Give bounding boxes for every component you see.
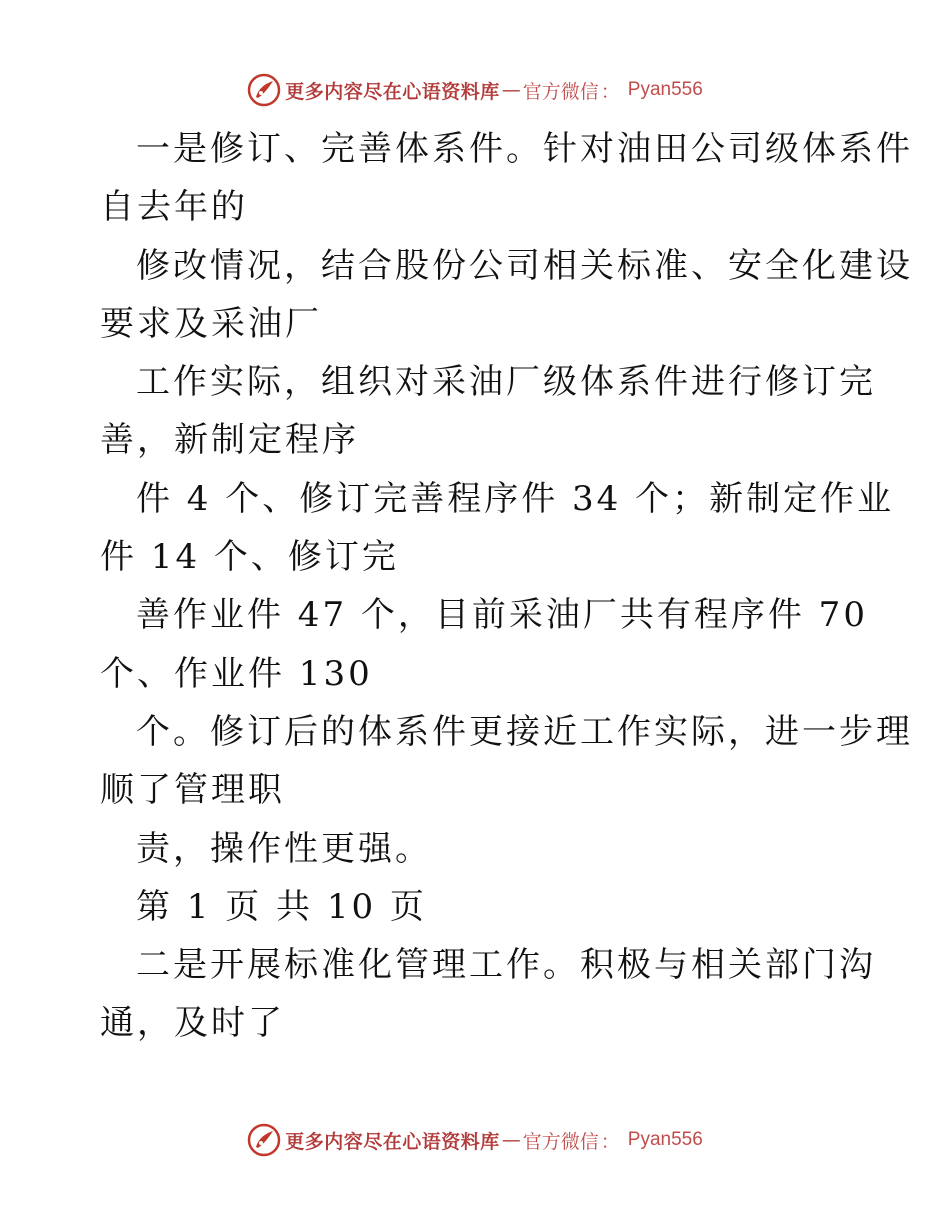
text-line: 一是修订、完善体系件。针对油田公司级体系件 xyxy=(136,129,913,169)
text-line: 通，及时了 xyxy=(100,1003,285,1044)
text-line: 二是开展标准化管理工作。积极与相关部门沟 xyxy=(136,945,876,986)
document-body xyxy=(100,120,913,1053)
wechat-id: Pyan556 xyxy=(627,1129,703,1150)
logo-icon xyxy=(247,1123,281,1157)
wechat-separator: ： xyxy=(600,80,620,103)
wechat-label: 官方微信 xyxy=(522,80,599,103)
wechat-id: Pyan556 xyxy=(627,79,703,100)
text-line: 修改情况，结合股份公司相关标准、安全化建设 xyxy=(136,245,913,286)
text-line: 责，操作性更强。 xyxy=(136,828,432,869)
text-line: 工作实际，组织对采油厂级体系件进行修订完 xyxy=(136,362,876,403)
wechat-label: 官方微信 xyxy=(522,1130,599,1153)
text-line: 件 4 个、修订完善程序件 34 个；新制定作业 xyxy=(136,478,895,519)
text-line: 顺了管理职 xyxy=(100,770,285,811)
page-number: 第 1 页 共 10 页 xyxy=(136,886,427,927)
text-line: 要求及采油厂 xyxy=(100,303,322,344)
footer-banner xyxy=(0,1120,950,1160)
text-line: 个、作业件 130 xyxy=(100,653,373,694)
header-banner xyxy=(0,70,950,110)
wechat-separator: ： xyxy=(600,1130,620,1153)
promo-text: 更多内容尽在心语资料库 xyxy=(285,1130,500,1153)
text-line: 自去年的 xyxy=(100,187,248,228)
promo-dash: — xyxy=(501,1129,521,1151)
promo-text: 更多内容尽在心语资料库 xyxy=(285,80,500,103)
text-line: 善作业件 47 个，目前采油厂共有程序件 70 xyxy=(136,595,868,636)
promo-dash: — xyxy=(501,79,521,101)
text-line: 善，新制定程序 xyxy=(100,420,359,461)
text-line: 件 14 个、修订完 xyxy=(100,537,399,578)
logo-icon xyxy=(247,73,281,107)
text-line: 个。修订后的体系件更接近工作实际，进一步理 xyxy=(136,711,913,752)
